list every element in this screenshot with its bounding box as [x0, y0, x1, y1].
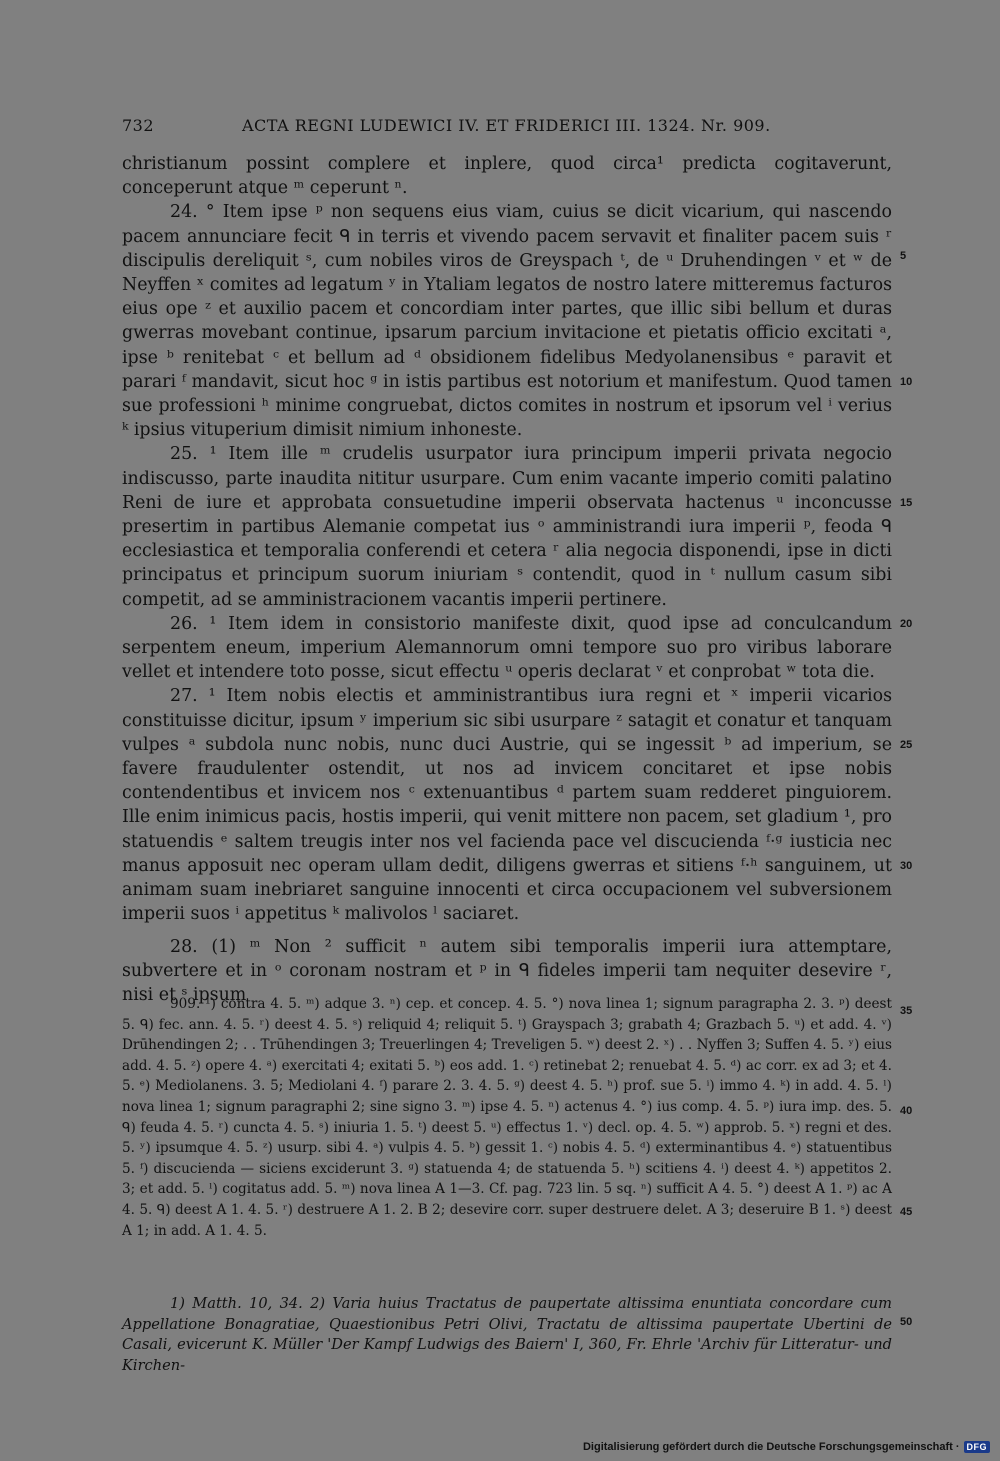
line-number: 50 [900, 1316, 913, 1328]
paragraph-24: 24. ° Item ipse ᵖ non sequens eius viam, cuius se dicit vicarium, qui nascendo pacem annunciare fecit ᑫ in terris et vivendo pacem servavit et finaliter pacem suis ʳ discipulis dereliquit ˢ, cum nobiles viros de Greyspach ᵗ, de ᵘ Druhendingen ᵛ et ʷ de Neyffen ˣ comites ad legatum ʸ in Ytaliam legatos de nostro latere mitteremus facturos eius ope ᶻ et auxilio pacem et concordiam inter partes, que illic sibi bellum et duras gwerras movebant continue, ipsarum parcium invitacione et pietatis officio excitati ᵃ, ipse ᵇ renitebat ᶜ et bellum ad ᵈ obsidionem fidelibus Medyolanensibus ᵉ paravit et parari ᶠ mandavit, sicut hoc ᵍ in istis partibus est notorium et manifestum. Quod tamen sue professioni ʰ minime congruebat, dictos comites in nostrum et ipsorum vel ⁱ verius ᵏ ipsius vituperium dimisit nimium inhoneste. [122, 202, 892, 441]
line-number: 15 [900, 497, 913, 509]
digitization-credit [583, 1440, 990, 1454]
footnotes [122, 1294, 892, 1376]
page-number: 732 [122, 116, 155, 135]
main-text [122, 152, 892, 1007]
credit-text: Digitalisierung gefördert durch die Deutsche Forschungsgemeinschaft · [582, 1441, 960, 1453]
line-number: 25 [900, 739, 913, 751]
footnote-text: 1) Matth. 10, 34. 2) Varia huius Tractatus de paupertate altissima enuntiata concordare cum Appellatione Bonagratiae, Quaestionibus Petri Olivi, Tractatu de altissima paupertate Ubertini de Casali, evicerunt K. Müller 'Der Kampf Ludwigs des Baiern' I, 360, Fr. Ehrle 'Archiv für Litteratur- und Kirchen- [122, 1295, 892, 1374]
paragraph-continuation: christianum possint complere et inplere, quod circa¹ predicta cogitaverunt, conceperunt atque ᵐ ceperunt ⁿ. [122, 154, 892, 199]
running-title: ACTA REGNI LUDEWICI IV. ET FRIDERICI III. 1324. Nr. 909. [242, 116, 771, 135]
line-number: 40 [900, 1105, 913, 1117]
paragraph-25: 25. ¹ Item ille ᵐ crudelis usurpator iura principum imperii privata negocio indiscusso, parte inaudita nititur usurpare. Cum enim vacante imperio comiti palatino Reni de iure et approbata consuetudine imperii observata hactenus ᵘ inconcusse presertim in partibus Alemanie competat ius ᵒ amministrandi iura imperii ᵖ, feoda ᑫ ecclesiastica et temporalia conferendi et cetera ʳ alia negocia disponendi, ipse in dicti principatus et principum suorum iniuriam ˢ contendit, quod in ᵗ nullum casum sibi competit, ad se amministracionem vacantis imperii pertinere. [122, 444, 892, 610]
line-number: 35 [900, 1005, 913, 1017]
apparatus-notes: 909. ¹) contra 4. 5. ᵐ) adque 3. ⁿ) cep. et concep. 4. 5. °) nova linea 1; signum paragrapha 2. 3. ᵖ) deest 5. ᑫ) fec. ann. 4. 5. ʳ) deest 4. 5. ˢ) reliquid 4; reliquit 5. ᵗ) Grayspach 3; grabath 4; Grazbach 5. ᵘ) et add. 4. ᵛ) Drūhendingen 2; . . Trūhendingen 3; Treuerlingen 4; Treveligen 5. ʷ) deest 2. ˣ) . . Nyffen 3; Suffen 4. 5. ʸ) eius add. 4. 5. ᶻ) opere 4. ᵃ) exercitati 4; exitati 5. ᵇ) eos add. 1. ᶜ) retinebat 2; renuebat 4. 5. ᵈ) ac corr. ex ad 3; et 4. 5. ᵉ) Mediolanens. 3. 5; Mediolani 4. ᶠ) parare 2. 3. 4. 5. ᵍ) deest 4. 5. ʰ) prof. sue 5. ⁱ) immo 4. ᵏ) in add. 4. 5. ˡ) nova linea 1; signum paragraphi 2; sine signo 3. ᵐ) ipse 4. 5. ⁿ) actenus 4. °) ius comp. 4. 5. ᵖ) iura imp. des. 5. ᑫ) feuda 4. 5. ʳ) cuncta 4. 5. ˢ) iniuria 1. 5. ᵗ) deest 5. ᵘ) effectus 1. ᵛ) decl. op. 4. 5. ʷ) approb. 5. ˣ) regni et des. 5. ʸ) ipsumque 4. 5. ᶻ) usurp. sibi 4. ᵃ) vulpis 4. 5. ᵇ) gessit 1. ᶜ) nobis 4. 5. ᵈ) exterminantibus 4. ᵉ) statuentibus 5. ᶠ) discucienda — siciens exciderunt 3. ᵍ) statuenda 4; de statuenda 5. ʰ) scitiens 4. ⁱ) deest 4. ᵏ) appetitos 2. 3; et add. 5. ˡ) cogitatus add. 5. ᵐ) nova linea A 1—3. Cf. pag. 723 lin. 5 sq. ⁿ) sufficit A 4. 5. °) deest A 1. ᵖ) ac A 4. 5. ᑫ) deest A 1. 4. 5. ʳ) destruere A 1. 2. B 2; desevire corr. super destruere delet. A 3; deseruire B 1. ˢ) deest A 1; in add. A 1. 4. 5. [122, 996, 892, 1239]
line-number: 45 [900, 1206, 913, 1218]
paragraph-27: 27. ¹ Item nobis electis et amministrantibus iura regni et ˣ imperii vicarios constituisse dicitur, ipsum ʸ imperium sic sibi usurpare ᶻ satagit et conatur et tanquam vulpes ᵃ subdola nunc nobis, nunc duci Austrie, qui se ingessit ᵇ ad imperium, se favere fraudulenter ostendit, ut nos ad invicem concitaret et ipse nobis contendentibus et invicem nos ᶜ extenuantibus ᵈ partem suam redderet pinguiorem. Ille enim inimicus pacis, hostis imperii, qui venit mittere non pacem, set gladium ¹, pro statuendis ᵉ saltem treugis inter nos vel facienda pace vel discucienda ᶠ·ᵍ iusticia nec manus apposuit nec operam ullam dedit, diligens gwerras et sitiens ᶠ·ʰ sanguinem, ut animam suam inebriaret sanguine innocenti et circa occupacionem vel subversionem imperii suos ⁱ appetitus ᵏ malivolos ˡ saciaret. [122, 686, 892, 925]
line-number: 10 [900, 376, 913, 388]
paragraph-28: 28. (1) ᵐ Non ² sufficit ⁿ autem sibi temporalis imperii iura attemptare, subvertere et in ᵒ coronam nostram et ᵖ in ᑫ fideles imperii tam nequiter desevire ʳ, nisi et ˢ ipsum [122, 936, 892, 1005]
line-number: 30 [900, 860, 913, 872]
line-number: 20 [900, 618, 913, 630]
paragraph-26: 26. ¹ Item idem in consistorio manifeste dixit, quod ipse ad conculcandum serpentem eneum, imperium Alemannorum omni tempore suo pro viribus laborare vellet et intendere toto posse, sicut effectu ᵘ operis declarat ᵛ et conprobat ʷ tota die. [122, 613, 892, 683]
dfg-logo: DFG [964, 1441, 991, 1453]
line-number: 5 [900, 250, 907, 262]
critical-apparatus [122, 994, 892, 1241]
